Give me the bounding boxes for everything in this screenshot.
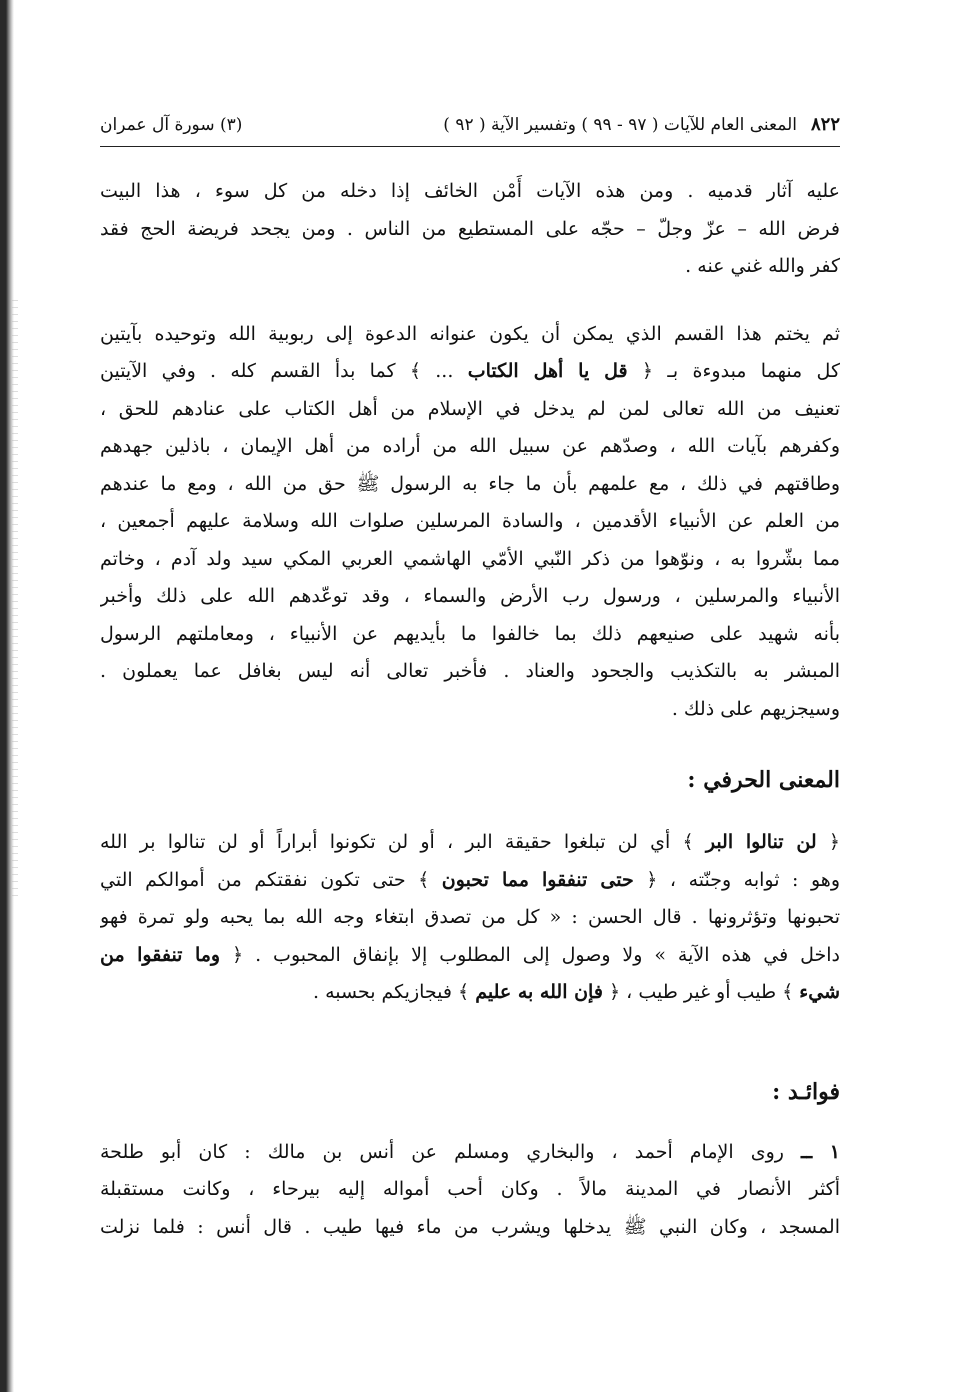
page [100, 110, 840, 1246]
text-line [100, 1134, 840, 1172]
text-line: المبشر به بالتكذيب والجحود والعناد . فأخبر تعالى أنه ليس بغافل عما يعملون . [100, 660, 840, 682]
verse-quote: شيء [799, 981, 840, 1003]
page-number: ٨٢٢ [810, 114, 840, 135]
text-run: روى الإمام أحمد ، والبخاري ومسلم عن أنس بن مالك : كان أبو طلحة [100, 1140, 784, 1163]
header-surah: (٣) سورة آل عمران [100, 115, 243, 135]
text-line: كفر والله غني عنه . [685, 255, 840, 277]
benefits-paragraph [100, 1134, 840, 1247]
header-right [443, 110, 840, 140]
text-run: ﴾ طيب أو غير طيب ، ﴿ [608, 981, 794, 1003]
text-line: وكفرهم بآيات الله ، وصدّهم عن سبيل الله من أراده من أهل الإيمان ، باذلين جهدهم [100, 435, 840, 457]
text-run: داخل في هذه الآية » ولا وصول إلى المطلوب إلا بإنفاق المحبوب . ﴿ [232, 943, 840, 966]
text-line: بأنه شهيد على صنيعهم ذلك بما خالفوا ما بأيديهم عن الأنبياء ، ومعاملتهم الرسول [100, 622, 840, 645]
item-number: ١ ــ [801, 1140, 840, 1163]
benefits-heading: فوائـد : [772, 1078, 840, 1105]
text-line [100, 974, 840, 1012]
summary-paragraph [100, 316, 840, 729]
text-line: مما بشّروا به ، ونوّهوا من ذكر النّبي الأمّي الهاشمي العربي المكي سيد ولد آدم ، وخاتم [100, 547, 840, 570]
text-run: ... ﴾ كما بدأ القسم كله . وفي الآيتين [100, 360, 454, 382]
verse-quote: قل يا أهل الكتاب [467, 360, 628, 382]
verse-quote: حتى تنفقوا مما تحبون [441, 868, 634, 891]
intro-paragraph [100, 173, 840, 286]
text-line: تحبونها وتؤثرونها . قال الحسن : « كل من تصدق ابتغاء وجه الله بما يحبه ولو تمرة فهو [100, 906, 840, 928]
text-line: ثم يختم هذا القسم الذي يمكن أن يكون عنوانه الدعوة إلى ربوبية الله وتوحيده بآيتين [100, 322, 840, 345]
text-line: من العلم عن الأنبياء الأقدمين ، والسادة المرسلين صلوات الله وسلامة عليهم أجمعين ، [100, 510, 840, 532]
text-line [100, 353, 840, 391]
literal-paragraph [100, 824, 840, 1012]
text-line: الأنبياء والمرسلين ، ورسول رب الأرض والسماء ، وقد توعّدهم الله على ذلك وأخبر [100, 585, 840, 607]
content [100, 173, 840, 1246]
text-run: وهو : ثوابه وجنّته ، ﴿ [646, 868, 840, 891]
text-line [100, 862, 840, 900]
text-run: ﴾ حتى تكون نفقتكم من أموالكم التي [100, 868, 430, 891]
text-line: وسيجزيهم على ذلك . [671, 697, 840, 720]
text-line [100, 824, 840, 862]
text-line: عليه آثار قدميه . ومن هذه الآيات أَمْن الخائف إذا دخله من كل سوء ، هذا البيت [100, 180, 840, 202]
scan-specks [12, 300, 18, 900]
text-line: المسجد ، وكان النبي ﷺ يدخلها ويشرب من ماء فيها طيب . قال أنس : فلما نزلت [100, 1215, 840, 1238]
text-line: وطاقتهم في ذلك ، مع علمهم بأن ما جاء به الرسول ﷺ حق من الله ، ومع ما عندهم [100, 472, 840, 495]
verse-quote: لن تنالوا البر [705, 831, 817, 853]
text-run: ﴿ [828, 831, 840, 853]
header-topic: المعنى العام للآيات ( ٩٧ - ٩٩ ) وتفسير الآية ( ٩٢ ) [443, 115, 797, 135]
text-line [100, 937, 840, 975]
text-line: فرض الله – عزّ وجلّ – حجّه على المستطيع من الناس . ومن يجحد فريضة الحج فقد [100, 217, 840, 240]
literal-meaning-heading: المعنى الحرفي : [687, 767, 840, 793]
text-run: كل منهما مبدوءة بـ ﴿ [641, 360, 840, 382]
text-line: تعنيف من الله تعالى لمن لم يدخل في الإسلام من أهل الكتاب على عنادهم للحق ، [100, 397, 840, 420]
text-line: أكثر الأنصار في المدينة مالاً . وكان أحب أمواله إليه بيرحاء ، وكانت مستقبلة [100, 1178, 840, 1200]
verse-quote: وما تنفقوا من [100, 943, 221, 966]
running-header [100, 110, 840, 147]
verse-quote: فإن الله به عليم [475, 981, 603, 1003]
text-run: ﴾ أي لن تبلغوا حقيقة البر ، أو لن تكونوا أبراراً أو لن تنالوا بر الله [100, 831, 694, 853]
text-run: ﴾ فيجازيكم بحسبه . [312, 981, 470, 1003]
